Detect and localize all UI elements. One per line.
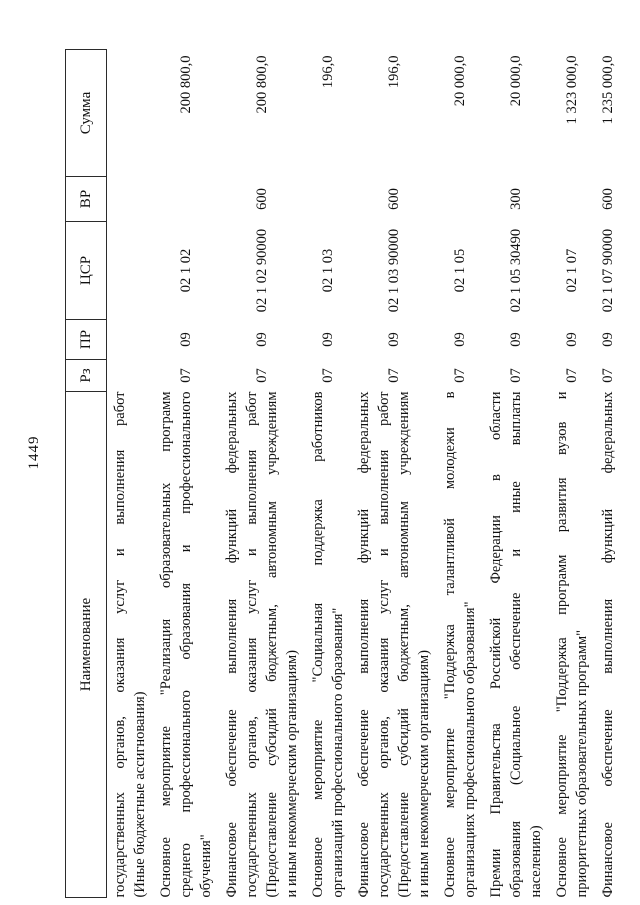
col-header-rz: Рз bbox=[66, 360, 107, 392]
table-row bbox=[222, 50, 308, 898]
col-header-vr: ВР bbox=[66, 177, 107, 222]
cell-vr bbox=[107, 177, 157, 222]
name-line: и иным некоммерческим организациям) bbox=[284, 650, 300, 898]
cell-vr: 600 bbox=[386, 188, 402, 210]
name-line: организаций профессионального образования" bbox=[330, 607, 346, 898]
name-line: государственных органов, оказания услуг и выполнения работ bbox=[112, 391, 128, 898]
name-line: Основное мероприятие "Реализация образовательных программ bbox=[158, 391, 174, 898]
cell-sum: 1 323 000,0 bbox=[564, 55, 580, 125]
name-line: (Иные бюджетные ассигнования) bbox=[132, 691, 148, 898]
cell-sum bbox=[107, 50, 157, 177]
cell-vr: 600 bbox=[254, 188, 270, 210]
name-line: Основное мероприятие "Поддержка талантливой молодежи в bbox=[442, 391, 458, 898]
name-line: образования (Социальное обеспечение и иные выплаты bbox=[508, 391, 524, 898]
cell-csr: 02 1 03 90000 bbox=[386, 228, 402, 313]
col-header-sum: Сумма bbox=[66, 50, 107, 177]
cell-name bbox=[440, 392, 486, 898]
cell-name bbox=[598, 392, 624, 898]
cell-pr: 09 bbox=[452, 332, 468, 347]
col-header-pr: ПР bbox=[66, 320, 107, 360]
cell-vr: 300 bbox=[508, 188, 524, 210]
cell-name bbox=[222, 392, 308, 898]
name-line: организациях профессионального образования" bbox=[462, 601, 478, 898]
cell-vr: 600 bbox=[600, 188, 616, 210]
cell-sum: 200 800,0 bbox=[178, 55, 194, 114]
cell-name bbox=[308, 392, 354, 898]
cell-name bbox=[552, 392, 598, 898]
name-line: Премии Правительства Российской Федерации в области bbox=[488, 391, 504, 898]
cell-rz: 07 bbox=[254, 368, 270, 383]
name-line: населению) bbox=[528, 825, 544, 898]
cell-name bbox=[107, 392, 157, 898]
cell-vr bbox=[308, 177, 354, 222]
cell-csr: 02 1 07 90000 bbox=[600, 228, 616, 313]
cell-pr: 09 bbox=[600, 332, 616, 347]
table-row bbox=[598, 50, 624, 898]
cell-rz: 07 bbox=[600, 368, 616, 383]
cell-sum: 20 000,0 bbox=[452, 55, 468, 107]
cell-csr: 02 1 02 bbox=[178, 248, 194, 293]
table-row bbox=[354, 50, 440, 898]
cell-csr: 02 1 02 90000 bbox=[254, 228, 270, 313]
budget-table bbox=[65, 49, 624, 898]
name-line: среднего профессионального образования и профессионального bbox=[178, 391, 194, 898]
name-line: Финансовое обеспечение выполнения функций федеральных bbox=[356, 391, 372, 898]
table-row bbox=[486, 50, 552, 898]
cell-sum: 196,0 bbox=[386, 55, 402, 89]
cell-pr: 09 bbox=[320, 332, 336, 347]
cell-sum: 196,0 bbox=[320, 55, 336, 89]
cell-sum: 1 235 000,0 bbox=[600, 55, 616, 125]
cell-pr bbox=[107, 320, 157, 360]
cell-rz: 07 bbox=[452, 368, 468, 383]
cell-vr bbox=[552, 177, 598, 222]
cell-name bbox=[486, 392, 552, 898]
name-line: Основное мероприятие "Социальная поддержка работников bbox=[310, 391, 326, 898]
cell-rz: 07 bbox=[508, 368, 524, 383]
cell-pr: 09 bbox=[564, 332, 580, 347]
name-line: государственных органов, оказания услуг и выполнения работ bbox=[244, 391, 260, 898]
cell-name bbox=[354, 392, 440, 898]
cell-rz: 07 bbox=[178, 368, 194, 383]
name-line: государственных органов, оказания услуг и выполнения работ bbox=[376, 391, 392, 898]
name-line: Финансовое обеспечение выполнения функций федеральных bbox=[600, 391, 616, 898]
cell-rz bbox=[107, 360, 157, 392]
cell-sum: 20 000,0 bbox=[508, 55, 524, 107]
cell-pr: 09 bbox=[508, 332, 524, 347]
table-row bbox=[440, 50, 486, 898]
table-header bbox=[66, 50, 107, 898]
header-row bbox=[66, 50, 107, 898]
name-line: (Предоставление субсидий бюджетным, автономным учреждениям bbox=[264, 391, 280, 898]
name-line: и иным некоммерческим организациям) bbox=[416, 650, 432, 898]
page-number: 1449 bbox=[26, 435, 42, 470]
col-header-csr: ЦСР bbox=[66, 222, 107, 320]
name-line: (Предоставление субсидий бюджетным, автономным учреждениям bbox=[396, 391, 412, 898]
name-line: Финансовое обеспечение выполнения функций федеральных bbox=[224, 391, 240, 898]
cell-rz: 07 bbox=[386, 368, 402, 383]
table-body bbox=[107, 50, 625, 898]
cell-name bbox=[156, 392, 222, 898]
col-header-name: Наименование bbox=[66, 392, 107, 898]
table-row bbox=[107, 50, 157, 898]
cell-vr bbox=[440, 177, 486, 222]
name-line: обучения" bbox=[198, 834, 214, 898]
cell-csr: 02 1 05 30490 bbox=[508, 228, 524, 313]
cell-csr: 02 1 03 bbox=[320, 248, 336, 293]
table-row bbox=[156, 50, 222, 898]
cell-sum: 200 800,0 bbox=[254, 55, 270, 114]
cell-pr: 09 bbox=[254, 332, 270, 347]
cell-csr: 02 1 05 bbox=[452, 248, 468, 293]
cell-pr: 09 bbox=[386, 332, 402, 347]
name-line: приоритетных образовательных программ" bbox=[574, 629, 590, 898]
name-line: Основное мероприятие "Поддержка программ развития вузов и bbox=[554, 391, 570, 898]
cell-vr bbox=[156, 177, 222, 222]
cell-csr bbox=[107, 222, 157, 320]
cell-rz: 07 bbox=[564, 368, 580, 383]
cell-pr: 09 bbox=[178, 332, 194, 347]
cell-csr: 02 1 07 bbox=[564, 248, 580, 293]
cell-rz: 07 bbox=[320, 368, 336, 383]
table-row bbox=[308, 50, 354, 898]
table-row bbox=[552, 50, 598, 898]
